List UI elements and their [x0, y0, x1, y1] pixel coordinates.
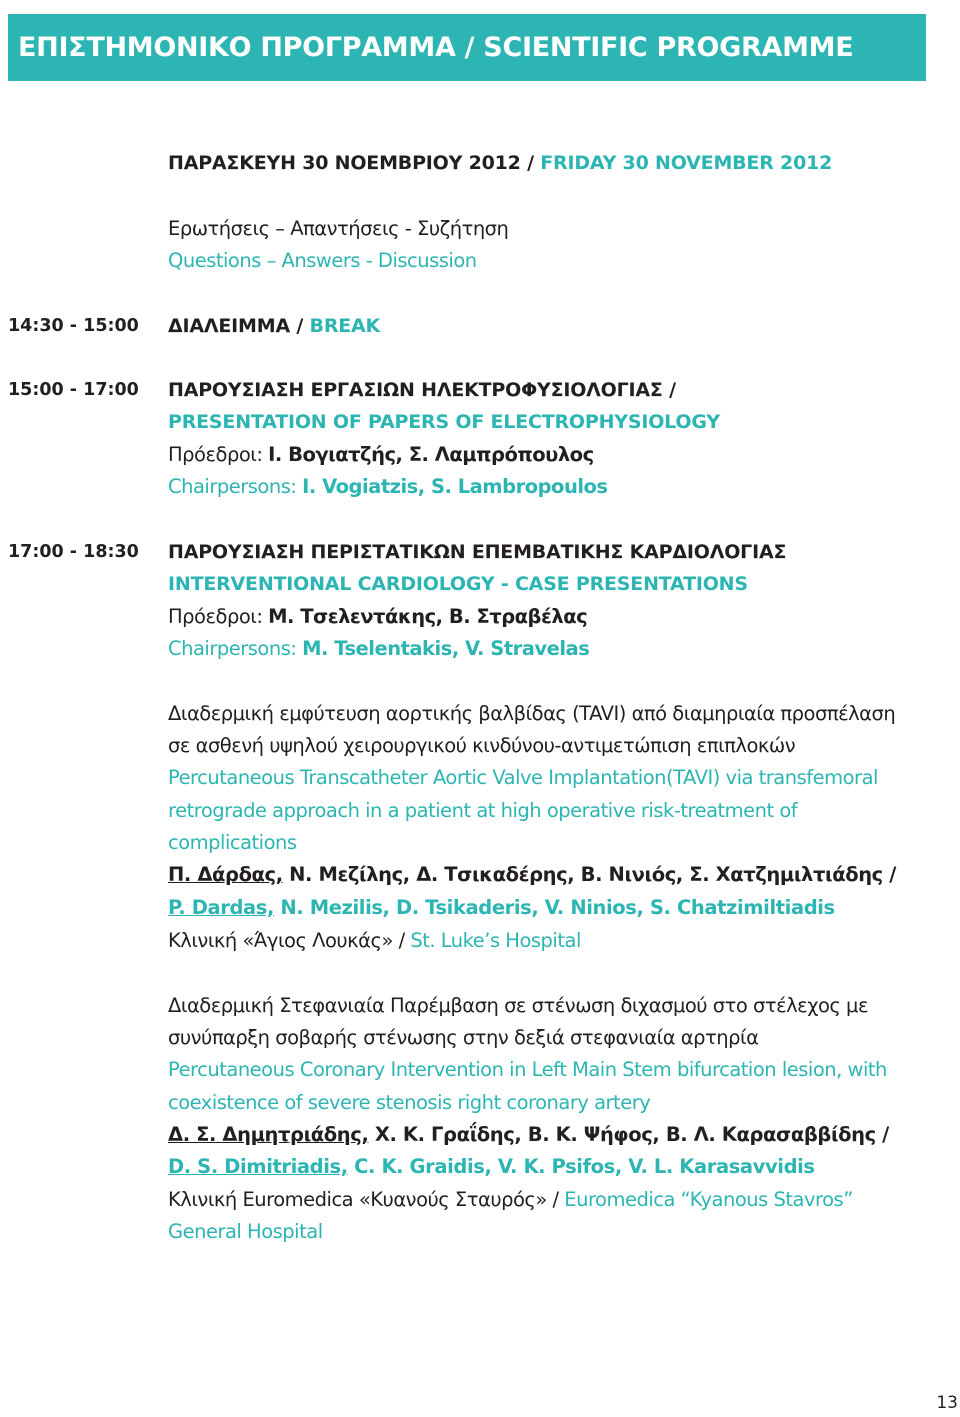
talk2-title-greek-line2: συνύπαρξη σοβαρής στένωσης στην δεξιά στεφανιαία αρτηρία	[168, 1026, 759, 1049]
session1-title-greek: ΠΑΡΟΥΣΙΑΣΗ ΕΡΓΑΣΙΩΝ ΗΛΕΚΤΡΟΦΥΣΙΟΛΟΓΙΑΣ /	[168, 379, 676, 401]
session2-chairs-greek: Πρόεδροι: Μ. Τσελεντάκης, Β. Στραβέλας	[168, 605, 588, 628]
break-title: ΔΙΑΛΕΙΜΜΑ / BREAK	[168, 315, 381, 337]
qa-english: Questions – Answers - Discussion	[168, 249, 477, 272]
header-banner	[8, 14, 926, 81]
session2-time: 17:00 - 18:30	[8, 542, 139, 562]
session1-title-english: PRESENTATION OF PAPERS OF ELECTROPHYSIOLOGY	[168, 411, 720, 433]
session1-chairs-greek: Πρόεδροι: Ι. Βογιατζής, Σ. Λαμπρόπουλος	[168, 443, 594, 466]
talk1-title-greek-line1: Διαδερμική εμφύτευση αορτικής βαλβίδας (TAVI) από διαμηριαία προσπέλαση	[168, 702, 896, 725]
talk1-title-english-line1: Percutaneous Transcatheter Aortic Valve Implantation(TAVI) via transfemoral	[168, 766, 878, 789]
session1-chairs-english: Chairpersons: I. Vogiatzis, S. Lambropoulos	[168, 475, 608, 498]
talk2-title-english-line1: Percutaneous Coronary Intervention in Left Main Stem bifurcation lesion, with	[168, 1058, 887, 1081]
talk2-affiliation-line2: General Hospital	[168, 1220, 323, 1243]
talk2-authors-greek: Δ. Σ. Δημητριάδης, Χ. Κ. Γραΐδης, Β. Κ. Ψήφος, Β. Λ. Καρασαββίδης /	[168, 1123, 889, 1146]
talk1-title-english-line2: retrograde approach in a patient at high operative risk-treatment of	[168, 799, 798, 822]
break-time: 14:30 - 15:00	[8, 316, 139, 336]
page-number: 13	[936, 1393, 958, 1413]
talk2-affiliation: Κλινική Euromedica «Κυανούς Σταυρός» / Euromedica “Kyanous Stavros”	[168, 1188, 853, 1211]
talk1-title-greek-line2: σε ασθενή υψηλού χειρουργικού κινδύνου-αντιμετώπιση επιπλοκών	[168, 734, 796, 757]
talk2-authors-english: D. S. Dimitriadis, C. K. Graidis, V. K. Psifos, V. L. Karasavvidis	[168, 1155, 815, 1178]
talk2-title-greek-line1: Διαδερμική Στεφανιαία Παρέμβαση σε στένωση διχασμού στο στέλεχος με	[168, 994, 868, 1017]
talk1-authors-english: P. Dardas, N. Mezilis, D. Tsikaderis, V. Ninios, S. Chatzimiltiadis	[168, 896, 835, 919]
talk1-authors-greek: Π. Δάρδας, Ν. Μεζίλης, Δ. Τσικαδέρης, Β. Νινιός, Σ. Χατζημιλτιάδης /	[168, 863, 896, 886]
qa-greek: Ερωτήσεις – Απαντήσεις - Συζήτηση	[168, 217, 509, 240]
session2-chairs-english: Chairpersons: M. Tselentakis, V. Stravelas	[168, 637, 590, 660]
talk1-title-english-line3: complications	[168, 831, 297, 854]
session2-title-english: INTERVENTIONAL CARDIOLOGY - CASE PRESENTATIONS	[168, 573, 748, 595]
talk2-title-english-line2: coexistence of severe stenosis right coronary artery	[168, 1091, 651, 1114]
page-title: ΕΠΙΣΤΗΜΟΝΙΚΟ ΠΡΟΓΡΑΜΜΑ / SCIENTIFIC PROGRAMME	[18, 32, 854, 63]
session1-time: 15:00 - 17:00	[8, 380, 139, 400]
talk1-affiliation: Κλινική «Άγιος Λουκάς» / St. Luke’s Hospital	[168, 929, 581, 952]
date-heading: ΠΑΡΑΣΚΕΥΗ 30 ΝΟΕΜΒΡΙΟΥ 2012 / FRIDAY 30 NOVEMBER 2012	[168, 152, 833, 174]
session2-title-greek: ΠΑΡΟΥΣΙΑΣΗ ΠΕΡΙΣΤΑΤΙΚΩΝ ΕΠΕΜΒΑΤΙΚΗΣ ΚΑΡΔΙΟΛΟΓΙΑΣ	[168, 541, 787, 563]
